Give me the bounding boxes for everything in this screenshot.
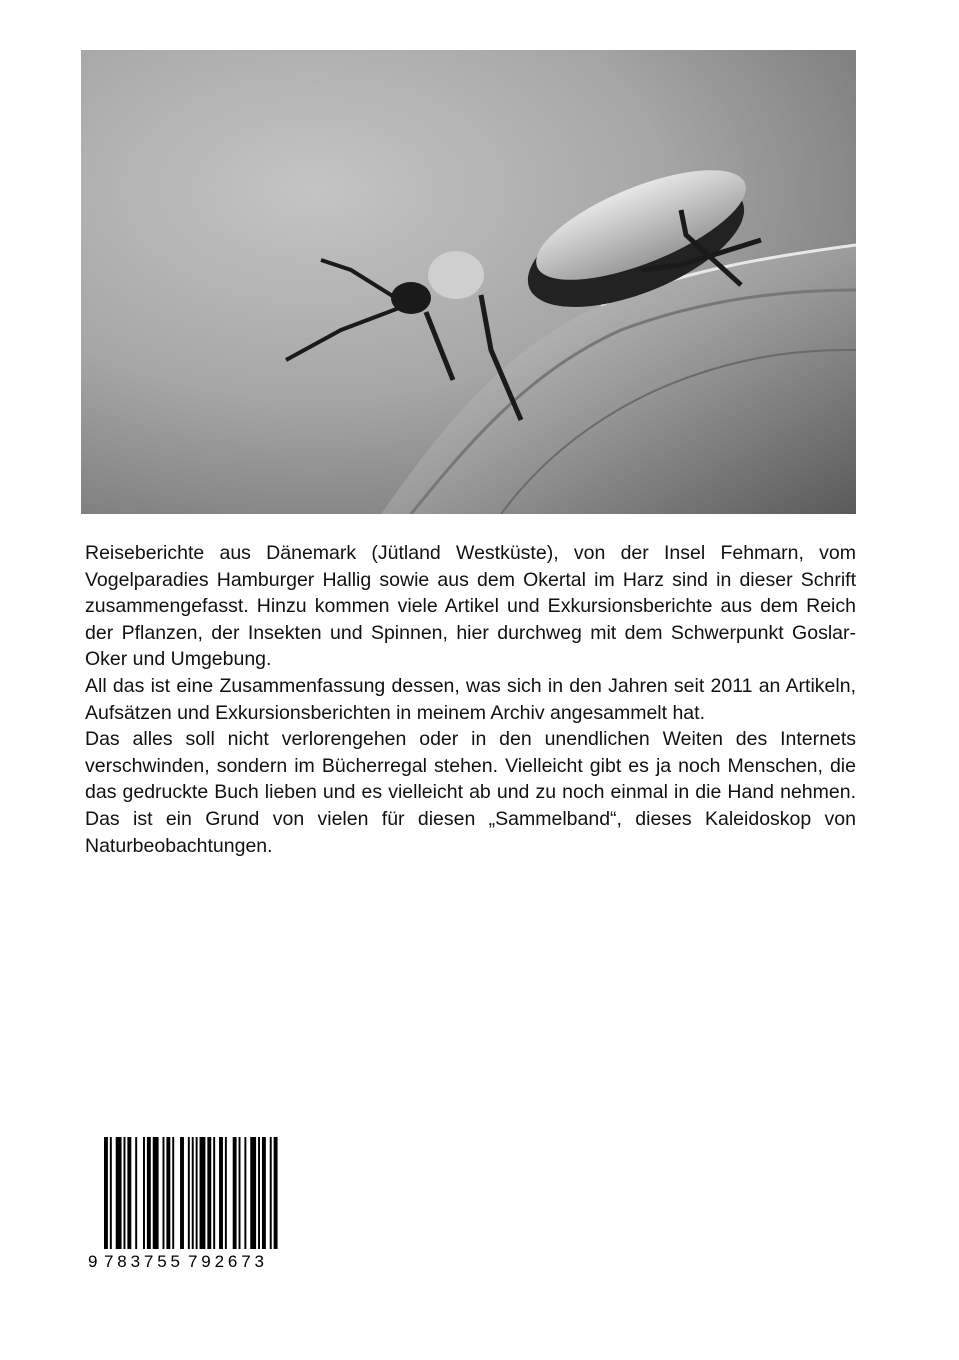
barcode-right-digits: 792673 [188, 1252, 264, 1271]
barcode-bar [172, 1137, 174, 1249]
barcode-bar [127, 1137, 131, 1249]
barcode-bar [135, 1137, 137, 1249]
barcode-bar [116, 1137, 122, 1249]
barcode-bar [143, 1137, 145, 1249]
barcode-bar [219, 1137, 223, 1249]
barcode-bar [110, 1137, 112, 1249]
barcode-bar [207, 1137, 211, 1249]
barcode-bar [274, 1137, 278, 1249]
barcode-bar [258, 1137, 260, 1249]
barcode-bar [200, 1137, 206, 1249]
barcode-bar [166, 1137, 170, 1249]
back-cover-blurb [85, 540, 856, 859]
barcode-bar [180, 1137, 184, 1249]
barcode-bar [244, 1137, 246, 1249]
barcode-bar [250, 1137, 256, 1249]
barcode-first-digit: 9 [88, 1252, 98, 1271]
barcode-bar [163, 1137, 165, 1249]
barcode-bar [213, 1137, 215, 1249]
barcode-bar [233, 1137, 237, 1249]
barcode-bar [270, 1137, 272, 1249]
barcode-bar [225, 1137, 227, 1249]
barcode-left-digits: 783755 [104, 1252, 180, 1271]
barcode-bar [147, 1137, 151, 1249]
barcode-bar [124, 1137, 126, 1249]
cover-photo [81, 50, 856, 514]
beetle-photo-illustration [81, 50, 856, 514]
barcode-bar [188, 1137, 190, 1249]
blurb-paragraph: Reiseberichte aus Dänemark (Jütland Westküste), von der Insel Fehmarn, vom Vogelparadies Hamburger Hallig sowie aus dem Okertal im Harz sind in dieser Schrift zusammengefasst. Hinzu kommen viele Artikel und Exkursionsberichte aus dem Reich der Pflanzen, der Insekten und Spinnen, hier durchweg mit dem Schwerpunkt Goslar-Oker und Umgebung. [85, 542, 856, 671]
barcode-bar [104, 1137, 108, 1249]
barcode-bar [196, 1137, 198, 1249]
isbn-barcode [88, 1137, 278, 1272]
blurb-paragraph: Das alles soll nicht verlorengehen oder in den unendlichen Weiten des Internets verschwinden, sondern im Bücherregal stehen. Vielleicht gibt es ja noch Menschen, die das gedruckte Buch lieben und es vielleicht ab und zu noch einmal in die Hand nehmen. Das ist ein Grund von vielen für diesen „Sammelband“, dieses Kaleidoskop von Naturbeobachtungen. [85, 728, 856, 857]
barcode-bar [192, 1137, 194, 1249]
barcode-bar [239, 1137, 241, 1249]
barcode-bar [153, 1137, 159, 1249]
blurb-paragraph: All das ist eine Zusammenfassung dessen, was sich in den Jahren seit 2011 an Artikeln, Aufsätzen und Exkursionsberichten in meinem Archiv angesammelt hat. [85, 674, 856, 724]
barcode-graphic [88, 1137, 278, 1272]
barcode-bar [262, 1137, 266, 1249]
